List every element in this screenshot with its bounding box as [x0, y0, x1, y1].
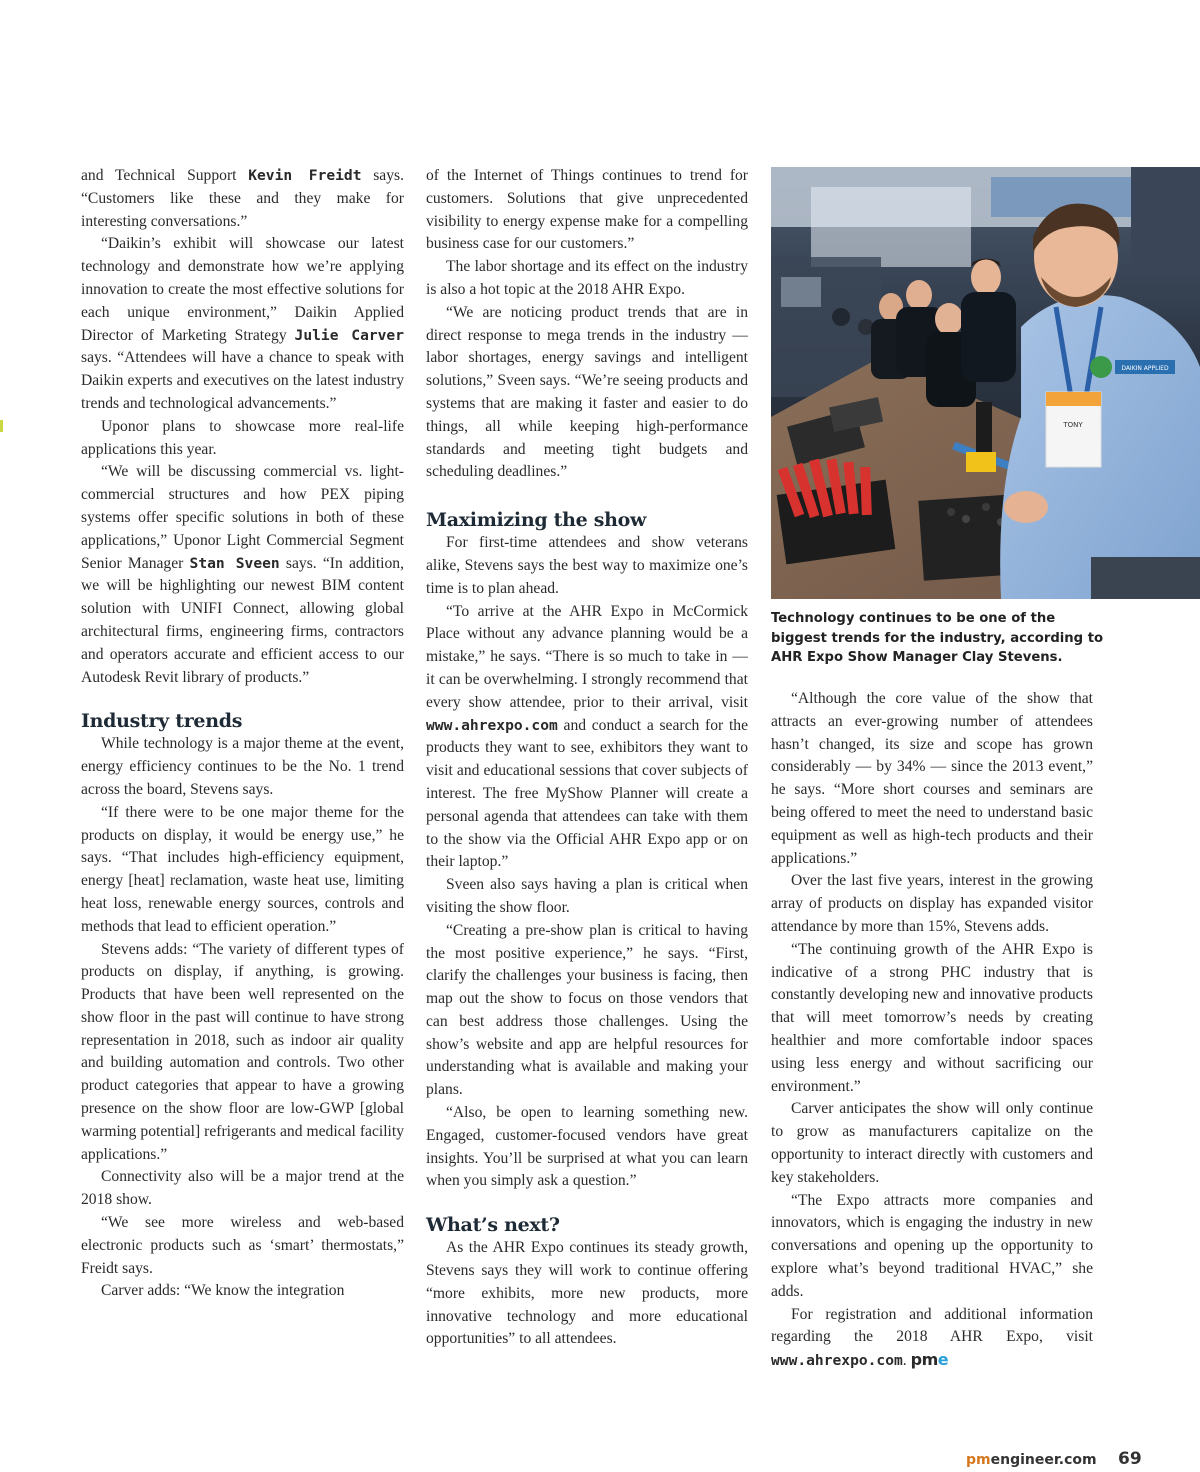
- section-heading-maximizing-the-show: Maximizing the show: [426, 509, 647, 532]
- footer-site: pmengineer.com: [966, 1452, 1097, 1468]
- paragraph: “We are noticing product trends that are in direct response to mega trends in the industry — labor shortages, energy savings and intelligent solutions,” Sveen says. “We’re seeing products and systems that are making it faster and easier to do things, all while keeping high-performance standards and meeting tight budgets and scheduling deadlines.”: [426, 303, 748, 481]
- person-name: Julie Carver: [294, 326, 404, 344]
- article-column-2: [426, 165, 748, 1351]
- shirt-logo-text: DAIKIN APPLIED: [1121, 365, 1169, 372]
- paragraph: For first-time attendees and show veterans alike, Stevens says the best way to maximize one’s time is to plan ahead.: [426, 534, 748, 597]
- paragraph: For registration and additional information regarding the 2018 AHR Expo, visit www.ahrexpo.com. pme: [771, 1305, 1093, 1370]
- paragraph: “We will be discussing commercial vs. light-commercial structures and how PEX piping systems offer specific solutions in both of these applications,” Uponor Light Commercial Segment Senior Manager Stan Sveen says. “In addition, we will be highlighting our newest BIM content solution with UNIFI Connect, allowing global architectural firms, engineering firms, contractors and operators accurate and efficient access to our Autodesk Revit library of products.”: [81, 463, 404, 686]
- margin-mark: [0, 420, 3, 432]
- paragraph: “The Expo attracts more companies and innovators, which is engaging the industry in new conversations and opening up the opportunity to explore what’s beyond traditional HVAC,” she adds.: [771, 1191, 1093, 1300]
- paragraph: Carver anticipates the show will only continue to grow as manufacturers capitalize on the opportunity to interact directly with customers and key stakeholders.: [771, 1100, 1093, 1186]
- section-heading-industry-trends: Industry trends: [81, 710, 243, 733]
- paragraph: As the AHR Expo continues its steady growth, Stevens says they will work to continue offering “more exhibits, more new products, more innovative technology and more educational opportunities” to all attendees.: [426, 1239, 748, 1348]
- paragraph: Connectivity also will be a major trend at the 2018 show.: [81, 1168, 404, 1209]
- paragraph: “Also, be open to learning something new. Engaged, customer-focused vendors have great insights. You’ll be surprised at what you can learn when you simply ask a question.”: [426, 1104, 748, 1190]
- paragraph: Stevens adds: “The variety of different types of products on display, if anything, is growing. Products that have been well represented on the show floor in the past will continue to have strong representation in 2018, such as indoor air quality and building automation and controls. Two other product categories that appear to have a growing presence on the show floor are low-GWP [global warming potential] refrigerants and medical facility applications.”: [81, 940, 404, 1163]
- paragraph: “Daikin’s exhibit will showcase our latest technology and demonstrate how we’re applying innovation to create the most effective solutions for each unique environment,” Daikin Applied Director of Marketing Strategy Julie Carver says. “Attendees will have a chance to speak with Daikin experts and executives on the latest industry trends and technological advancements.”: [81, 235, 404, 412]
- paragraph: Sveen also says having a plan is critical when visiting the show floor.: [426, 876, 748, 916]
- paragraph: “If there were to be one major theme for the products on display, it would be energy use,” he says. “That includes high-efficiency equipment, energy [heat] reclamation, waste heat use, limiting heat loss, renewable energy sources, controls and methods that lead to efficient operation.”: [81, 803, 404, 935]
- paragraph: “To arrive at the AHR Expo in McCormick Place without any advance planning would be a mistake,” he says. “There is so much to take in — it can be overwhelming. I strongly recommend that every show attendee, prior to their arrival, visit www.ahrexpo.com and conduct a search for the products they want to see, exhibitors they want to visit and educational sessions that cover subjects of interest. The free MyShow Planner will create a personal agenda that attendees can take with them to the show via the Official AHR Expo app or on their laptop.”: [426, 602, 748, 871]
- section-heading-whats-next: What’s next?: [426, 1214, 560, 1237]
- paragraph: Over the last five years, interest in the growing array of products on display has expanded visitor attendance by more than 15%, Stevens adds.: [771, 872, 1093, 935]
- website-link[interactable]: www.ahrexpo.com: [771, 1352, 903, 1370]
- paragraph: Carver adds: “We know the integration: [101, 1282, 345, 1300]
- website-link[interactable]: www.ahrexpo.com: [426, 716, 558, 734]
- paragraph: While technology is a major theme at the event, energy efficiency continues to be the No. 1 trend across the board, Stevens says.: [81, 735, 404, 798]
- paragraph: “Although the core value of the show that attracts an ever-growing number of attendees hasn’t changed, its size and scope has grown considerably — by 34% — since the 2013 event,” he says. “More short courses and seminars are being offered to meet the need to understand basic equipment as well as high-tech products and their applications.”: [771, 690, 1093, 867]
- expo-photo-illustration: [771, 167, 1200, 599]
- article-column-1: [81, 165, 404, 1303]
- article-column-3: [771, 688, 1093, 1373]
- expo-photo: [771, 167, 1200, 599]
- paragraph: “We see more wireless and web-based electronic products such as ‘smart’ thermostats,” Freidt says.: [81, 1214, 404, 1277]
- paragraph: “Creating a pre-show plan is critical to having the most positive experience,” he says. “First, clarify the challenges your business is facing, then map out the show to focus on those vendors that can best address those challenges. Using the show’s website and app are helpful resources for understanding what is available and making your plans.: [426, 921, 748, 1099]
- paragraph: Uponor plans to showcase more real-life applications this year.: [81, 417, 404, 458]
- name-tag-text: TONY: [1063, 421, 1083, 429]
- person-name: Kevin Freidt: [248, 167, 362, 184]
- paragraph: and Technical Support Kevin Freidt says. “Customers like these and they make for interesting conversations.”: [81, 167, 404, 230]
- page-number: 69: [1118, 1449, 1142, 1469]
- person-name: Stan Sveen: [189, 554, 280, 572]
- paragraph: The labor shortage and its effect on the industry is also a hot topic at the 2018 AHR Expo.: [426, 258, 748, 298]
- pme-end-logo: pme: [910, 1350, 949, 1370]
- paragraph: “The continuing growth of the AHR Expo is indicative of a strong PHC industry that is constantly developing new and innovative products that will meet tomorrow’s needs by creating healthier and more comfortable indoor spaces using less energy and without sacrificing our environment.”: [771, 940, 1093, 1095]
- paragraph: of the Internet of Things continues to trend for customers. Solutions that give unprecedented visibility to energy expense make for a compelling business case for our customers.”: [426, 167, 748, 253]
- photo-caption: Technology continues to be one of the biggest trends for the industry, according to AHR Expo Show Manager Clay Stevens.: [771, 611, 1104, 665]
